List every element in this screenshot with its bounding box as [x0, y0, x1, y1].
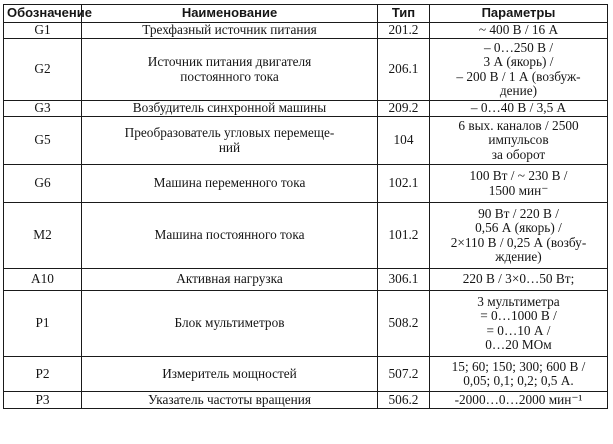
cell-params [430, 392, 608, 409]
table-row [4, 291, 608, 357]
cell-designation: G6 [4, 165, 82, 203]
cell-type: 102.1 [378, 165, 430, 203]
param-line: 2×110 В / 0,25 А (возбу- [450, 234, 587, 250]
param-line: = 0…1000 В / [480, 308, 557, 323]
param-line: ~ 400 В / 16 А [478, 22, 559, 38]
param-line: 3 А (якорь) / [483, 54, 554, 69]
param-line: – 0…250 В / [483, 39, 554, 55]
param-line: – 200 В / 1 А (возбуж- [456, 68, 581, 84]
cell-name [82, 291, 378, 357]
cell-params [430, 165, 608, 203]
table-row [4, 269, 608, 291]
cell-params [430, 357, 608, 392]
param-line: -2000…0…2000 мин⁻¹ [454, 391, 583, 407]
cell-designation: P3 [4, 392, 82, 409]
cell-type: 506.2 [378, 392, 430, 409]
param-line: ждение) [495, 249, 542, 264]
equipment-specification [3, 4, 607, 440]
cell-name [82, 101, 378, 117]
name-line: Преобразователь угловых перемеще- [124, 125, 335, 140]
name-line: Источник питания двигателя [147, 54, 312, 69]
param-line: 15; 60; 150; 300; 600 В / [451, 358, 586, 374]
name-line: ний [218, 139, 241, 155]
cell-type: 507.2 [378, 357, 430, 392]
param-line: 0,05; 0,1; 0,2; 0,5 А. [463, 373, 574, 388]
cell-name [82, 165, 378, 203]
header-name: Наименование [82, 5, 378, 23]
header-designation: Обозначение [4, 5, 82, 23]
cell-name [82, 269, 378, 291]
cell-params [430, 203, 608, 269]
name-line: постоянного тока [180, 68, 279, 84]
cell-designation: P1 [4, 291, 82, 357]
cell-name [82, 23, 378, 39]
param-line: 100 Вт / ~ 230 В / [469, 168, 568, 183]
cell-type: 104 [378, 117, 430, 165]
header-params: Параметры [430, 5, 608, 23]
header-type: Тип [378, 5, 430, 23]
cell-name [82, 392, 378, 409]
cell-type: 201.2 [378, 23, 430, 39]
name-line: Активная нагрузка [176, 271, 283, 287]
table-row [4, 165, 608, 203]
table-row [4, 117, 608, 165]
cell-params [430, 291, 608, 357]
cell-designation: G1 [4, 23, 82, 39]
name-line: Трехфазный источник питания [142, 22, 317, 38]
cell-params [430, 39, 608, 101]
param-line: за оборот [491, 146, 546, 162]
param-line: 3 мультиметра [477, 293, 560, 309]
cell-designation: A10 [4, 269, 82, 291]
name-line: Машина постоянного тока [154, 227, 305, 243]
table-row [4, 392, 608, 409]
param-line: импульсов [488, 132, 549, 148]
cell-name [82, 203, 378, 269]
cell-type: 508.2 [378, 291, 430, 357]
cell-type: 101.2 [378, 203, 430, 269]
param-line: 1500 мин⁻ [488, 182, 549, 198]
table-row [4, 203, 608, 269]
cell-designation: G3 [4, 101, 82, 117]
name-line: Блок мультиметров [174, 315, 285, 331]
cell-type: 206.1 [378, 39, 430, 101]
table-row [4, 23, 608, 39]
table-row [4, 101, 608, 117]
param-line: – 0…40 В / 3,5 А [470, 100, 567, 116]
table-row [4, 357, 608, 392]
cell-designation: M2 [4, 203, 82, 269]
name-line: Возбудитель синхронной машины [132, 100, 327, 116]
table-body [4, 23, 608, 409]
header-row [4, 5, 608, 23]
cell-type: 306.1 [378, 269, 430, 291]
param-line: 220 В / 3×0…50 Вт; [462, 271, 575, 287]
name-line: Машина переменного тока [153, 175, 306, 191]
param-line: дение) [499, 83, 538, 98]
cell-designation: G2 [4, 39, 82, 101]
cell-type: 209.2 [378, 101, 430, 117]
table-header [4, 5, 608, 23]
param-line: 90 Вт / 220 В / [478, 205, 559, 221]
cell-params [430, 117, 608, 165]
cell-name [82, 39, 378, 101]
name-line: Указатель частоты вращения [148, 391, 311, 407]
cell-params [430, 23, 608, 39]
cell-name [82, 117, 378, 165]
cell-params [430, 269, 608, 291]
cell-designation: P2 [4, 357, 82, 392]
name-line: Измеритель мощностей [162, 365, 297, 381]
param-line: 6 вых. каналов / 2500 [458, 117, 579, 133]
cell-params [430, 101, 608, 117]
param-line: = 0…10 А / [486, 322, 551, 338]
table-row [4, 39, 608, 101]
param-line: 0…20 МОм [485, 337, 552, 352]
param-line: 0,56 А (якорь) / [475, 220, 562, 235]
cell-designation: G5 [4, 117, 82, 165]
cell-name [82, 357, 378, 392]
equipment-table [3, 4, 608, 409]
